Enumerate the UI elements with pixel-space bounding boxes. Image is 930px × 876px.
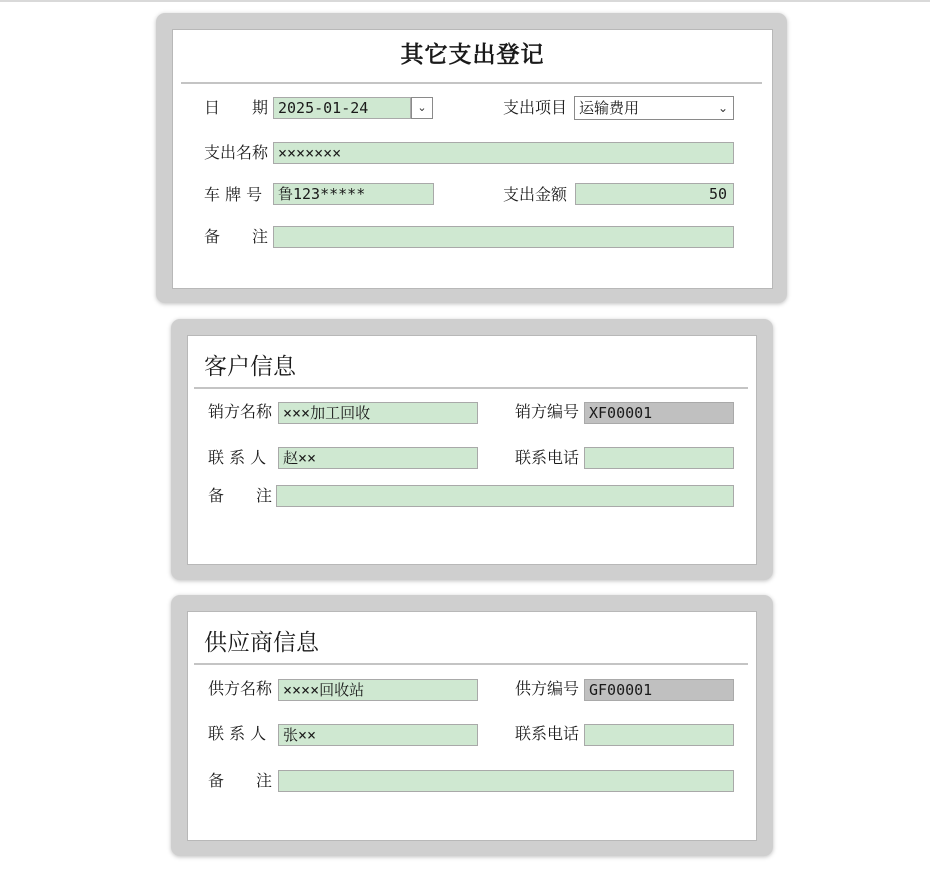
supplier-contact-label: 联 系 人 — [208, 724, 267, 743]
customer-card — [171, 319, 773, 580]
seller-code-field: XF00001 — [584, 402, 734, 424]
chevron-down-icon: ⌄ — [417, 101, 427, 114]
expense-item-label: 支出项目 — [503, 98, 568, 117]
top-border — [0, 0, 930, 2]
expense-panel — [172, 29, 773, 289]
customer-phone-field[interactable] — [584, 447, 734, 469]
plate-field[interactable]: 鲁123***** — [273, 183, 434, 205]
remark-label: 备 注 — [204, 227, 269, 246]
date-label: 日 期 — [204, 98, 269, 117]
date-picker-button[interactable] — [411, 97, 433, 119]
customer-phone-label: 联系电话 — [515, 448, 580, 467]
customer-title: 客户信息 — [204, 354, 296, 380]
supplier-divider — [194, 663, 748, 665]
chevron-down-icon: ⌄ — [717, 101, 728, 115]
seller-name-field[interactable]: ×××加工回收 — [278, 402, 478, 424]
title-divider — [181, 82, 762, 84]
amount-field[interactable]: 50 — [575, 183, 734, 205]
date-field[interactable]: 2025-01-24 — [273, 97, 411, 119]
customer-remark-field[interactable] — [276, 485, 734, 507]
supplier-name-field[interactable]: ××××回收站 — [278, 679, 478, 701]
supplier-panel — [187, 611, 757, 841]
expense-item-value: 运输费用 — [579, 99, 640, 117]
supplier-card — [171, 595, 773, 856]
seller-name-label: 销方名称 — [208, 402, 273, 421]
customer-remark-label: 备 注 — [208, 486, 273, 505]
supplier-code-label: 供方编号 — [515, 679, 580, 698]
supplier-name-label: 供方名称 — [208, 679, 273, 698]
remark-field[interactable] — [273, 226, 734, 248]
supplier-title: 供应商信息 — [204, 630, 319, 656]
expense-name-label: 支出名称 — [204, 143, 269, 162]
expense-name-field[interactable]: ××××××× — [273, 142, 734, 164]
supplier-contact-field[interactable]: 张×× — [278, 724, 478, 746]
supplier-code-field: GF00001 — [584, 679, 734, 701]
page-title: 其它支出登记 — [400, 41, 545, 68]
expense-card — [156, 13, 787, 303]
customer-contact-label: 联 系 人 — [208, 448, 267, 467]
supplier-remark-field[interactable] — [278, 770, 734, 792]
supplier-phone-field[interactable] — [584, 724, 734, 746]
supplier-remark-label: 备 注 — [208, 771, 273, 790]
supplier-phone-label: 联系电话 — [515, 724, 580, 743]
expense-item-select[interactable] — [574, 96, 734, 120]
plate-label: 车 牌 号 — [204, 185, 263, 204]
customer-contact-field[interactable]: 赵×× — [278, 447, 478, 469]
seller-code-label: 销方编号 — [515, 402, 580, 421]
amount-label: 支出金额 — [503, 185, 568, 204]
customer-panel — [187, 335, 757, 565]
customer-divider — [194, 387, 748, 389]
